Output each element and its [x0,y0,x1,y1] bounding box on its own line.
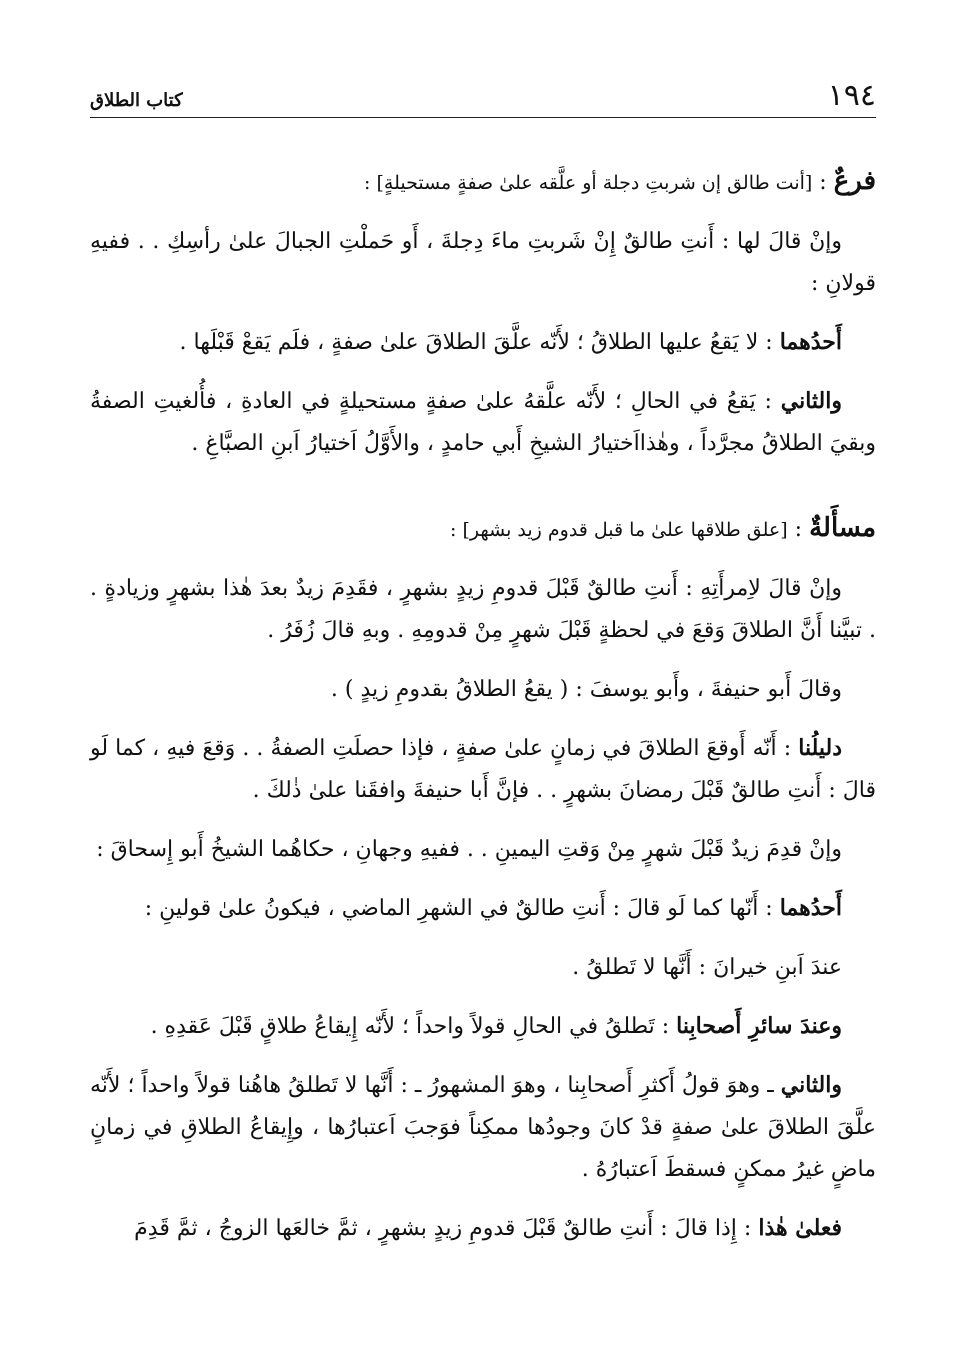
page-body [90,160,876,1308]
section-heading: مسأَلةٌ : [علق طلاقها علىٰ ما قبل قدوم زيد بشهر] : [450,513,876,543]
paragraph: وقالَ أَبو حنيفةَ ، وأَبو يوسفَ : ( يقعُ الطلاقُ بقدومِ زيدٍ ) . [330,677,842,702]
heading-subtitle: [أنت طالق إن شربتِ دجلة أو علَّقه علىٰ صفةٍ مستحيلةٍ] : [364,172,813,194]
heading-subtitle: [علق طلاقها علىٰ ما قبل قدوم زيد بشهر] : [450,519,788,541]
heading-label: مسأَلةٌ [809,513,876,543]
paragraph: عندَ اَبنِ خيرانَ : أَنَّها لا تَطلقُ . [572,955,842,980]
paragraph: وإنْ قدِمَ زيدٌ قَبْلَ شهرٍ مِنْ وَقتِ اليمينِ . . ففيهِ وجهانِ ، حكاهُما الشيخُ أَبو إِسحاقَ : [96,837,842,862]
book-title: كتاب الطلاق [90,90,183,111]
section-heading: فرعٌ : [أنت طالق إن شربتِ دجلة أو علَّقه علىٰ صفةٍ مستحيلةٍ] : [364,166,876,196]
paragraph: أَحدُهما : أَنّها كما لَو قالَ : أَنتِ طالقٌ في الشهرِ الماضي ، فيكونُ علىٰ قولينِ : [144,895,842,921]
paragraph: دليلُنا : أَنّه أَوقعَ الطلاقَ في زمانٍ علىٰ صفةٍ ، فإذا حصلَتِ الصفةُ . . وَقعَ فيهِ ، كما لَو قالَ : أَنتِ طالقٌ قَبْلَ رمضانَ بشهرٍ . . فإنَّ أَبا حنيفةَ وافقَنا علىٰ ذٰلكَ . [90,735,876,803]
page-number: ١٩٤ [827,78,876,113]
paragraph: وإنْ قالَ لاِمرأَتِهِ : أَنتِ طالقٌ قَبْلَ قدومِ زيدٍ بشهرٍ ، فقَدِمَ زيدٌ بعدَ هٰذا بشهرٍ وزيادةٍ . . تبيَّنا أَنَّ الطلاقَ وَقعَ في لحظةٍ قَبْلَ شهرٍ مِنْ قدومِهِ . وبهِ قالَ زُفَرُ . [90,576,876,643]
paragraph: وعندَ سائرِ أَصحابِنا : تَطلقُ في الحالِ قولاً واحداً ؛ لأَنّه إِيقاعُ طلاقٍ قَبْلَ عَقدِهِ . [150,1013,842,1039]
paragraph: والثاني ـ وهوَ قولُ أَكثرِ أَصحابِنا ، وهوَ المشهورُ ـ : أَنَّها لا تَطلقُ هاهُنا قولاً واحداً ؛ لأَنّه علَّقَ الطلاقَ علىٰ صفةٍ قدْ كانَ وجودُها ممكِناً فوَجبَ اَعتبارُها ، وإِيقاعُ الطلاقِ في زمانٍ ماضٍ غيرُ ممكنٍ فسقطَ اَعتبارُهُ . [90,1072,876,1182]
paragraph: والثاني : يَقعُ في الحالِ ؛ لأَنّه علَّقهُ علىٰ صفةٍ مستحيلةٍ في العادةِ ، فأُلغيتِ الصفةُ وبقيَ الطلاقُ مجرَّداً ، وهٰذااَختيارُ الشيخِ أَبي حامدٍ ، والأَوَّلُ اَختيارُ اَبنِ الصبَّاغِ . [90,388,876,456]
paragraph: أَحدُهما : لا يَقعُ عليها الطلاقُ ؛ لأَنّه علَّقَ الطلاقَ علىٰ صفةٍ ، فلَم يَقعْ قَبْلَها . [179,329,842,355]
running-header [90,78,876,118]
heading-label: فرعٌ [833,166,876,196]
paragraph: فعلىٰ هٰذا : إِذا قالَ : أَنتِ طالقٌ قَبْلَ قدومِ زيدٍ بشهرٍ ، ثمَّ خالعَها الزوجُ ، ثمَّ قَدِمَ [134,1215,842,1241]
paragraph: وإنْ قالَ لها : أَنتِ طالقٌ إِنْ شَربتِ ماءَ دِجلةَ ، أَو حَملْتِ الجبالَ علىٰ رأسِكِ . . ففيهِ قولانِ : [90,229,876,296]
